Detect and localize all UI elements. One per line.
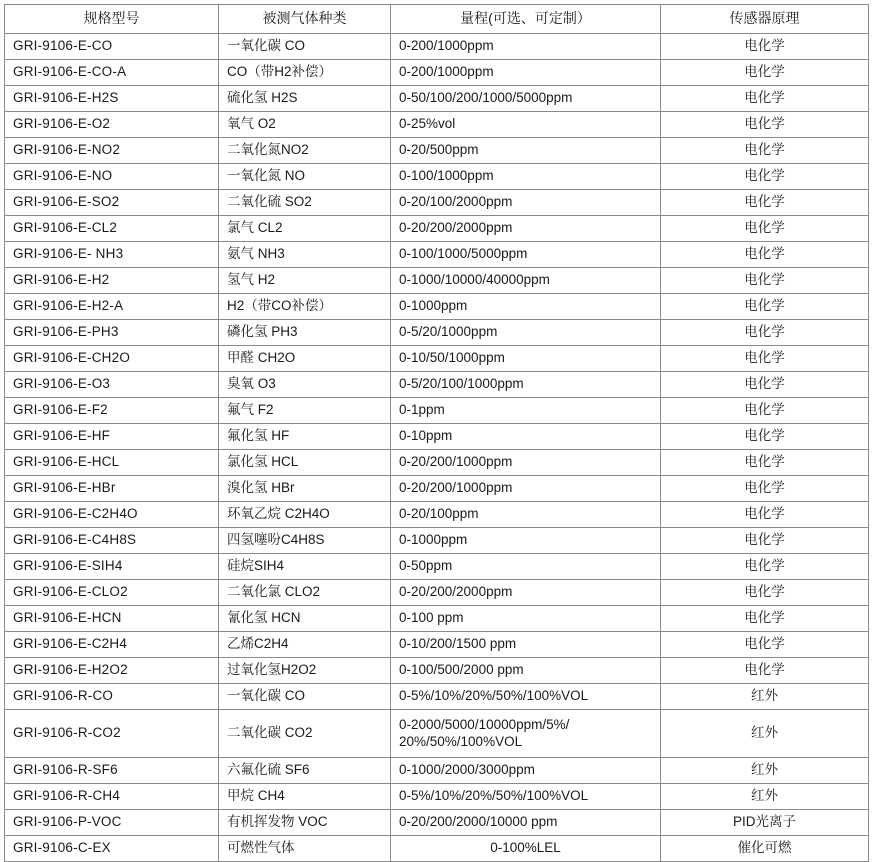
cell-range: 0-1ppm [391,398,661,424]
table-row [5,580,869,606]
table-row [5,294,869,320]
cell-range: 0-5/20/100/1000ppm [391,372,661,398]
cell-model: GRI-9106-E-C4H8S [5,528,219,554]
cell-model: GRI-9106-E-SO2 [5,190,219,216]
table-row [5,632,869,658]
cell-gas-type: 氰化氢 HCN [219,606,391,632]
cell-gas-type: 二氧化碳 CO2 [219,710,391,758]
table-row [5,346,869,372]
cell-sensor-principle: 电化学 [661,242,869,268]
cell-sensor-principle: 电化学 [661,554,869,580]
table-row [5,784,869,810]
cell-model: GRI-9106-E-HF [5,424,219,450]
table-row [5,60,869,86]
cell-gas-type: 臭氧 O3 [219,372,391,398]
cell-range: 0-1000/2000/3000ppm [391,758,661,784]
cell-model: GRI-9106-E-CO [5,34,219,60]
table-row [5,190,869,216]
table-row [5,684,869,710]
cell-range: 0-100%LEL [391,836,661,862]
cell-sensor-principle: 电化学 [661,580,869,606]
cell-model: GRI-9106-E-F2 [5,398,219,424]
cell-gas-type: H2（带CO补偿） [219,294,391,320]
cell-model: GRI-9106-E-O2 [5,112,219,138]
cell-model: GRI-9106-R-CH4 [5,784,219,810]
cell-range-line: 20%/50%/100%VOL [399,733,523,749]
cell-gas-type: 氯气 CL2 [219,216,391,242]
cell-model: GRI-9106-E-H2 [5,268,219,294]
cell-model: GRI-9106-C-EX [5,836,219,862]
cell-sensor-principle: 电化学 [661,398,869,424]
cell-gas-type: 二氧化氯 CLO2 [219,580,391,606]
table-row [5,242,869,268]
table-row [5,554,869,580]
column-header-model: 规格型号 [5,5,219,34]
cell-sensor-principle: 电化学 [661,268,869,294]
cell-gas-type: 可燃性气体 [219,836,391,862]
cell-gas-type: 六氟化硫 SF6 [219,758,391,784]
cell-sensor-principle: 电化学 [661,138,869,164]
cell-range: 0-50/100/200/1000/5000ppm [391,86,661,112]
table-row [5,758,869,784]
cell-model: GRI-9106-E-NO [5,164,219,190]
cell-model: GRI-9106-E-O3 [5,372,219,398]
cell-range: 0-5/20/1000ppm [391,320,661,346]
table-row [5,112,869,138]
table-row [5,398,869,424]
cell-model: GRI-9106-R-CO [5,684,219,710]
cell-sensor-principle: 电化学 [661,632,869,658]
table-row [5,138,869,164]
cell-sensor-principle: 电化学 [661,528,869,554]
cell-gas-type: 一氧化碳 CO [219,34,391,60]
table-row [5,216,869,242]
cell-model: GRI-9106-E-C2H4 [5,632,219,658]
table-row [5,710,869,758]
cell-range: 0-100 ppm [391,606,661,632]
cell-gas-type: 溴化氢 HBr [219,476,391,502]
cell-sensor-principle: 电化学 [661,60,869,86]
cell-gas-type: 氨气 NH3 [219,242,391,268]
table-row [5,164,869,190]
cell-range: 0-5%/10%/20%/50%/100%VOL [391,684,661,710]
cell-sensor-principle: 电化学 [661,164,869,190]
cell-range: 0-5%/10%/20%/50%/100%VOL [391,784,661,810]
cell-gas-type: 乙烯C2H4 [219,632,391,658]
cell-gas-type: 环氧乙烷 C2H4O [219,502,391,528]
cell-model: GRI-9106-E-HCL [5,450,219,476]
table-row [5,268,869,294]
cell-gas-type: 二氧化硫 SO2 [219,190,391,216]
cell-range: 0-50ppm [391,554,661,580]
cell-sensor-principle: 电化学 [661,216,869,242]
cell-range: 0-100/1000/5000ppm [391,242,661,268]
cell-gas-type: 过氧化氢H2O2 [219,658,391,684]
cell-gas-type: 磷化氢 PH3 [219,320,391,346]
cell-gas-type: 氢气 H2 [219,268,391,294]
cell-sensor-principle: 电化学 [661,502,869,528]
cell-gas-type: 有机挥发物 VOC [219,810,391,836]
table-row [5,450,869,476]
cell-model: GRI-9106-E-PH3 [5,320,219,346]
cell-range: 0-100/1000ppm [391,164,661,190]
cell-sensor-principle: 电化学 [661,450,869,476]
cell-gas-type: 硫化氢 H2S [219,86,391,112]
table-row [5,810,869,836]
cell-range: 0-200/1000ppm [391,34,661,60]
cell-gas-type: 硅烷SIH4 [219,554,391,580]
cell-sensor-principle: 电化学 [661,86,869,112]
cell-sensor-principle: 红外 [661,784,869,810]
table-row [5,86,869,112]
table-header [5,5,869,34]
cell-range: 0-1000ppm [391,528,661,554]
cell-sensor-principle: 电化学 [661,658,869,684]
column-header-gas-type: 被测气体种类 [219,5,391,34]
cell-model: GRI-9106-E-HCN [5,606,219,632]
cell-model: GRI-9106-R-SF6 [5,758,219,784]
cell-model: GRI-9106-E- NH3 [5,242,219,268]
cell-sensor-principle: 电化学 [661,424,869,450]
cell-range: 0-20/500ppm [391,138,661,164]
cell-model: GRI-9106-E-H2-A [5,294,219,320]
column-header-sensor-principle: 传感器原理 [661,5,869,34]
cell-model: GRI-9106-E-H2S [5,86,219,112]
gas-detector-spec-table [4,4,869,862]
table-row [5,528,869,554]
cell-model: GRI-9106-E-CLO2 [5,580,219,606]
cell-gas-type: 甲醛 CH2O [219,346,391,372]
cell-sensor-principle: 催化可燃 [661,836,869,862]
cell-range: 0-25%vol [391,112,661,138]
table-row [5,372,869,398]
cell-model: GRI-9106-P-VOC [5,810,219,836]
cell-model: GRI-9106-E-CL2 [5,216,219,242]
cell-range-line: 0-2000/5000/10000ppm/5%/ [399,716,570,732]
cell-gas-type: 四氢噻吩C4H8S [219,528,391,554]
cell-range: 0-1000/10000/40000ppm [391,268,661,294]
cell-range: 0-20/200/2000ppm [391,216,661,242]
cell-gas-type: 一氧化碳 CO [219,684,391,710]
cell-model: GRI-9106-E-NO2 [5,138,219,164]
cell-gas-type: 甲烷 CH4 [219,784,391,810]
cell-sensor-principle: 红外 [661,758,869,784]
cell-sensor-principle: 电化学 [661,112,869,138]
cell-range: 0-20/100ppm [391,502,661,528]
cell-range: 0-100/500/2000 ppm [391,658,661,684]
cell-range: 0-20/200/1000ppm [391,476,661,502]
cell-range: 0-20/200/2000/10000 ppm [391,810,661,836]
cell-model: GRI-9106-E-H2O2 [5,658,219,684]
cell-range: 0-10/50/1000ppm [391,346,661,372]
cell-gas-type: 二氧化氮NO2 [219,138,391,164]
column-header-range: 量程(可选、可定制） [391,5,661,34]
table-row [5,606,869,632]
cell-sensor-principle: 电化学 [661,190,869,216]
cell-gas-type: 氟化氢 HF [219,424,391,450]
table-body [5,34,869,862]
cell-model: GRI-9106-R-CO2 [5,710,219,758]
table-row [5,658,869,684]
cell-range: 0-200/1000ppm [391,60,661,86]
cell-range [391,710,661,758]
cell-sensor-principle: 电化学 [661,34,869,60]
table-header-row [5,5,869,34]
cell-range: 0-20/200/2000ppm [391,580,661,606]
cell-gas-type: 一氧化氮 NO [219,164,391,190]
cell-sensor-principle: 电化学 [661,606,869,632]
table-row [5,476,869,502]
table-row [5,320,869,346]
cell-gas-type: 氧气 O2 [219,112,391,138]
cell-range: 0-20/100/2000ppm [391,190,661,216]
cell-model: GRI-9106-E-HBr [5,476,219,502]
cell-sensor-principle: 红外 [661,684,869,710]
table-row [5,424,869,450]
cell-sensor-principle: 电化学 [661,294,869,320]
table-row [5,836,869,862]
cell-gas-type: 氟气 F2 [219,398,391,424]
cell-sensor-principle: 电化学 [661,476,869,502]
cell-range: 0-10ppm [391,424,661,450]
cell-sensor-principle: 电化学 [661,346,869,372]
cell-sensor-principle: 电化学 [661,372,869,398]
cell-range: 0-10/200/1500 ppm [391,632,661,658]
cell-model: GRI-9106-E-C2H4O [5,502,219,528]
cell-gas-type: CO（带H2补偿） [219,60,391,86]
table-row [5,502,869,528]
cell-sensor-principle: PID光离子 [661,810,869,836]
cell-model: GRI-9106-E-CH2O [5,346,219,372]
cell-sensor-principle: 电化学 [661,320,869,346]
cell-model: GRI-9106-E-CO-A [5,60,219,86]
cell-gas-type: 氯化氢 HCL [219,450,391,476]
cell-model: GRI-9106-E-SIH4 [5,554,219,580]
cell-range: 0-20/200/1000ppm [391,450,661,476]
cell-sensor-principle: 红外 [661,710,869,758]
table-row [5,34,869,60]
cell-range: 0-1000ppm [391,294,661,320]
